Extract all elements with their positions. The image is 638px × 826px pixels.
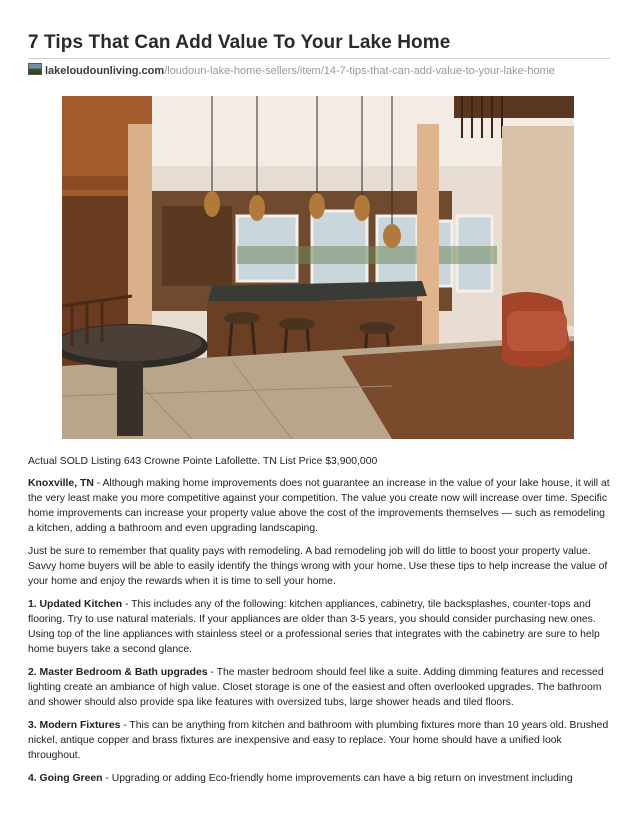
paragraph-text: Just be sure to remember that quality pays with remodeling. A bad remodeling job will do little to boost your property value. Savvy home buyers will be able to easily identify the things wrong with your home. Use these tips to help increase the value of your home and enjoy the rewards when it is time to sell your home. xyxy=(28,546,608,587)
tip-text: - This includes any of the following: kitchen appliances, cabinetry, tile backsplashes, counter-tops and flooring. Try to use natural materials. If your appliances are older than 3-5 years, you should consider purchasing new ones. Using top of the line appliances with stainless steel or a professional series that integrates with the cabinetry are sure to help home buyers take a second glance. xyxy=(28,599,600,655)
tip-heading: 2. Master Bedroom & Bath upgrades xyxy=(28,667,208,678)
photo-caption: Actual SOLD Listing 643 Crowne Pointe Lafollette. TN List Price $3,900,000 xyxy=(28,456,378,467)
tip-updated-kitchen xyxy=(28,597,612,657)
paragraph-intro xyxy=(28,476,612,536)
tip-text: - This can be anything from kitchen and bathroom with plumbing fixtures more than 10 years old. Brushed nickel, antique copper and brass fixtures are inexpensive and easy to replace. Your home should have a unified look throughout. xyxy=(28,720,609,761)
article-body xyxy=(28,476,612,794)
tip-heading: 3. Modern Fixtures xyxy=(28,720,121,731)
tip-heading: 1. Updated Kitchen xyxy=(28,599,123,610)
tip-going-green xyxy=(28,771,612,786)
source-domain[interactable]: lakeloudounliving.com xyxy=(45,65,165,77)
paragraph-lead: Knoxville, TN xyxy=(28,478,94,489)
article-title: 7 Tips That Can Add Value To Your Lake Home xyxy=(28,32,451,53)
title-divider xyxy=(28,58,610,59)
tip-master-bedroom xyxy=(28,665,612,710)
paragraph-quality xyxy=(28,544,612,589)
paragraph-text: - Although making home improvements does not guarantee an increase in the value of your lake house, it will at the very least make you more competitive against your competition. The value you create now will increase over time. Specific home improvements can increase your property value above the cost of the improvements themselves — such as remodeling a kitchen, adding a bathroom and even upgrading landscaping. xyxy=(28,478,610,534)
source-link[interactable] xyxy=(28,63,555,77)
site-thumbnail-icon xyxy=(28,63,42,75)
kitchen-photo-illustration xyxy=(62,96,574,439)
tip-text: - Upgrading or adding Eco-friendly home improvements can have a big return on investment including xyxy=(102,773,573,784)
tip-modern-fixtures xyxy=(28,718,612,763)
tip-text: - The master bedroom should feel like a suite. Adding dimming features and recessed lighting create an ambiance of high value. Closet storage is one of the easiest and often overlooked upgrades. The bathroom and shower should also provide spa like features with oversized tubs, large shower heads and tiled floors. xyxy=(28,667,604,708)
kitchen-photo xyxy=(62,96,574,439)
tip-heading: 4. Going Green xyxy=(28,773,103,784)
source-path[interactable]: /loudoun-lake-home-sellers/item/14-7-tips-that-can-add-value-to-your-lake-home xyxy=(164,65,555,77)
